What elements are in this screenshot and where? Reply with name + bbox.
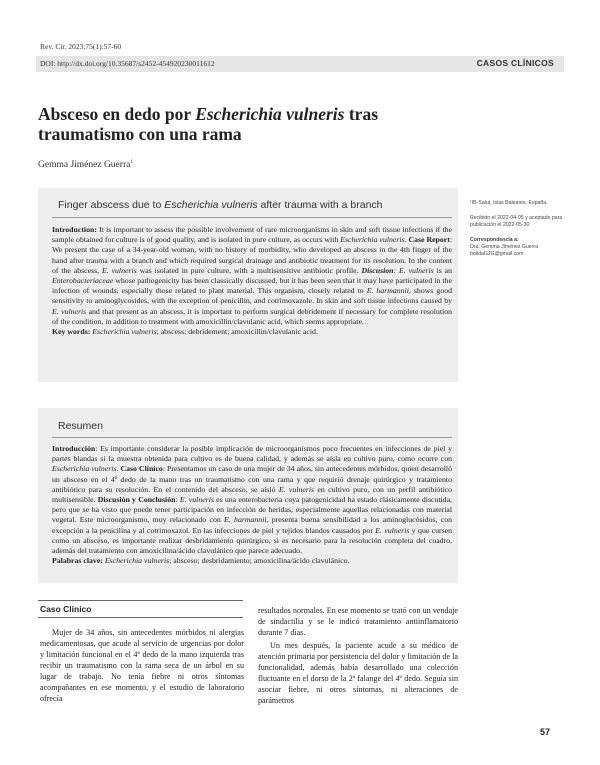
paragraph: resultados normales. En ese momento se trató con un vendaje de sindactilia y se le indicó tratamiento antiinflamatorio durante 7 días.	[258, 606, 458, 638]
paragraph: Un mes después, la paciente acude a su médico de atención primaria por persistencia del dolor y limitación de la funcionalidad, además había desarrollado una colección fluctuante en el dorso de la 2ª falange del 4º dedo. Seguía sin asociar fiebre, ni otros síntomas, ni alteraciones de parámetros	[258, 641, 458, 706]
affiliation: ¹IB-Salut, Islas Baleares. España.	[470, 200, 548, 206]
correspondence-label: Correspondencia a:	[470, 237, 519, 243]
header-band	[36, 56, 564, 72]
spanish-abstract-body: Introducción: Es importante considerar la posible implicación de microorganismos poco frecuentes en infecciones de piel y partes blandas si la muestra obtenida para cultivo es de buena calidad, y además se aísla en cultivo puro, como ocurre con Escherichia vulneris. Caso Clínico: Presentamos un caso de una mujer de 34 años, sin antecedentes mórbidos, quien desarrolló un absceso en el 4º dedo de la mano tras un traumatismo con una rama y que requirió drenaje quirúrgico y tratamiento antibiótico para su resolución. En el contenido del absceso, se aisló E. vulneris en cultivo puro, con un perfil antibiótico multisensible. Discusión y Conclusión: E. vulneris es una enterobacteria cuya patogenicidad ha estado clásicamente discutida, pero que se ha visto que puede tener participación en infección de heridas, especialmente aquellas relacionadas con material vegetal. Este microorganismo, muy relacionado con E. harmannii, presenta buena sensibilidad a los aminoglucósidos, con excepción a la penicilina y al cotrimoxazol. En las infecciones de piel y tejidos blandos causados por E. vulneris y que cursen como un absceso, es importante realizar desbridamiento quirúrgico, si es necesario para la resolución completa del cuadro, además del tratamiento con amoxicilina/ácido clavulánico que parece adecuado. Palabras clave: Escherichia vulneris; absceso; desbridamiento; amoxicilina/ácido clavulánico.	[52, 444, 453, 566]
english-keywords: Key words: Escherichia vulneris; abscess; debridement; amoxicillin/clavulanic acid.	[52, 327, 318, 337]
page-number: 57	[540, 727, 551, 737]
section-rule	[38, 600, 243, 601]
section-label: CASOS CLÍNICOS	[476, 58, 554, 68]
article-title: Absceso en dedo por Escherichia vulneris tras traumatismo con una rama	[38, 104, 378, 144]
doi-link[interactable]: DOI: http://dx.doi.org/10.35687/s2452-454920230011612	[40, 59, 215, 68]
divider	[52, 217, 452, 218]
received-dates: Recibido el 2022-04-05 y aceptado para publicación el 2022-05-30	[470, 215, 563, 228]
section-rule	[38, 617, 243, 618]
body-column-1: Mujer de 34 años, sin antecedentes mórbidos ni alergias medicamentosas, que acude al servicio de urgencias por dolor y limitación funcional en el 4º dedo de la mano izquierda tras recibir un traumatismo con la rama seca de un árbol en su lugar de trabajo. No tenía fiebre ni otros síntomas acompañantes en ese momento, y el estudio de laboratorio ofrecía	[40, 628, 244, 704]
sidebar	[470, 200, 570, 258]
section-title: Caso Clínico	[40, 604, 92, 614]
divider	[52, 437, 452, 438]
spanish-abstract-title: Resumen	[58, 420, 103, 432]
author-name: Gemma Jiménez Guerra$^1$	[38, 160, 133, 171]
correspondence-name: Dra. Gemma Jiménez Guerra	[470, 244, 539, 250]
journal-citation: Rev. Cir. 2023;75(1):57-60	[40, 42, 122, 51]
body-column-2	[258, 605, 458, 706]
correspondence-email[interactable]: bolidaGJG@gmail.com	[470, 251, 524, 257]
english-abstract-body: Introduction: It is important to assess the possible involvement of rare microorganisms in skin and soft tissue infections if the sample obtained for culture is of good quality, and is isolated in pure culture, as occurs with Escherichia vulneris. Case Report: We present the case of a 34-year-old woman, with no history of morbidity, who developed an abscess in the 4th finger of the hand after trauma with a branch and which required surgical drainage and antibiotic treatment for its resolution. In the content of the abscess, E. vulneris was isolated in pure culture, with a multisensitive antibiotic profile. Discusion: E. vulneris is an Enterobacteriaceae whose pathogenicity has been classically discussed, but it has been seen that it may have participated in the infection of wounds, especially those related to plant material. This organism, closely related to E. harmannii, shows good sensitivity to aminoglycosides, with the exception of penicillin, and cotrimoxazole. In skin and soft tissue infections caused by E. vulneris and that present as an abscess, it is important to perform surgical debridement if necessary for complete resolution of the condition, in addition to treatment with amoxicillin/clavulanic acid, which seems appropriate. Key words: Escherichia vulneris; abscess; debridement; amoxicillin/clavulanic acid.	[52, 225, 453, 337]
english-abstract-title: Finger abscess due to Escherichia vulneris after trauma with a branch	[58, 199, 383, 211]
spanish-keywords: Palabras clave: Escherichia vulneris; absceso; desbridamiento; amoxicilina/ácido clavulánico.	[52, 556, 350, 566]
